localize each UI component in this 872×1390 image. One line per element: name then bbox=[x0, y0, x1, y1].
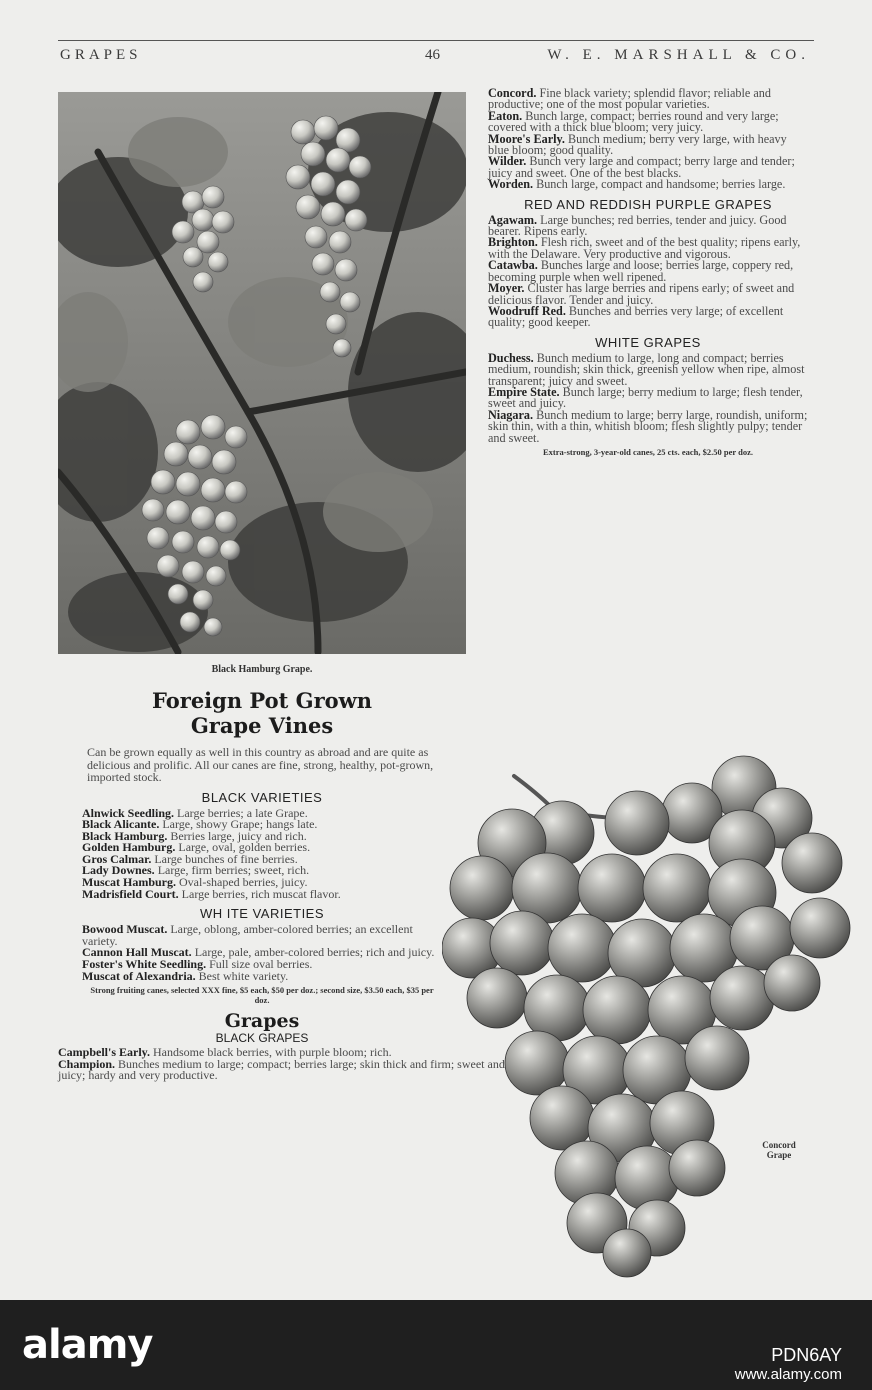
variety-entry bbox=[488, 260, 808, 283]
variety-name: Worden. bbox=[488, 177, 534, 192]
variety-desc: Bunch very large and compact; berry large and tender; juicy and sweet. One of the best blacks. bbox=[488, 154, 795, 180]
variety-name: Black Alicante. bbox=[82, 817, 160, 832]
variety-name: Campbell's Early. bbox=[58, 1045, 151, 1060]
variety-entry bbox=[488, 88, 808, 111]
foreign-price-note: Strong fruiting canes, selected XXX fine, $5 each, $50 per doz.; second size, $3.50 each, $35 per doz. bbox=[90, 985, 434, 1006]
right-column bbox=[488, 88, 808, 459]
variety-desc: Bunch large, compact; berries round and very large; covered with a thick blue bloom; very juicy. bbox=[488, 108, 779, 135]
variety-name: Foster's White Seedling. bbox=[82, 957, 207, 972]
watermark-image-id: PDN6AY bbox=[771, 1345, 842, 1365]
running-head bbox=[0, 0, 872, 80]
variety-name: Agawam. bbox=[488, 212, 538, 227]
variety-name: Black Hamburg. bbox=[82, 828, 168, 843]
left-column bbox=[58, 688, 505, 1083]
variety-entry bbox=[488, 212, 808, 239]
red-grapes-list bbox=[488, 212, 808, 330]
running-head-title: GRAPES bbox=[60, 47, 142, 63]
variety-entry bbox=[488, 108, 808, 135]
variety-name: Empire State. bbox=[488, 384, 560, 399]
grapes-price-note: Extra-strong, 3-year-old canes, 25 cts. each, $2.50 per doz. bbox=[543, 446, 753, 457]
variety-desc: Fine black variety; splendid flavor; reliable and productive; one of the most popular varieties. bbox=[488, 86, 771, 112]
running-head-publisher: W. E. MARSHALL & CO. bbox=[547, 47, 810, 63]
variety-entry bbox=[488, 131, 808, 158]
variety-name: Niagara. bbox=[488, 407, 534, 422]
variety-desc: Flesh rich, sweet and of the best quality; ripens early, with the Delaware. Very productive and vigorous. bbox=[488, 235, 801, 261]
variety-entry bbox=[82, 968, 442, 983]
variety-desc: Large berries, rich muscat flavor. bbox=[178, 886, 341, 901]
variety-name: Concord. bbox=[488, 86, 537, 100]
variety-entry bbox=[488, 303, 808, 330]
black-grapes-heading: BLACK GRAPES bbox=[215, 1031, 309, 1046]
white-varieties-heading: WH ITE VARIETIES bbox=[199, 906, 325, 922]
variety-desc: Bunches and berries very large; of excellent quality; good keeper. bbox=[488, 303, 784, 330]
variety-name: Alnwick Seedling. bbox=[82, 805, 175, 820]
variety-entry bbox=[58, 1056, 508, 1083]
variety-name: Eaton. bbox=[488, 108, 523, 123]
concord-caption: Concord Grape bbox=[762, 1140, 796, 1160]
variety-desc: Bunch medium to large, long and compact; berries medium, roundish; skin thick, greenish yellow when ripe, almost transparent; juicy and sweet. bbox=[488, 350, 805, 388]
photo-caption: Black Hamburg Grape. bbox=[211, 664, 313, 675]
variety-entry bbox=[82, 886, 442, 901]
white-grapes-heading: WHITE GRAPES bbox=[595, 334, 701, 350]
variety-name: Golden Hamburg. bbox=[82, 840, 176, 855]
concord-grape-illustration bbox=[442, 748, 852, 1278]
red-grapes-heading: RED AND REDDISH PURPLE GRAPES bbox=[524, 196, 772, 212]
variety-desc: Large, pale, amber-colored berries; rich and juicy. bbox=[191, 945, 435, 960]
variety-desc: Cluster has large berries and ripens early; of sweet and delicious flavor. Tender and juicy. bbox=[488, 281, 795, 307]
white-grapes-list bbox=[488, 350, 808, 457]
variety-name: Duchess. bbox=[488, 350, 534, 365]
variety-desc: Bunches medium to large; compact; berries large; skin thick and firm; sweet and juicy; hardy and very productive. bbox=[58, 1056, 505, 1083]
watermark-logo: alamy bbox=[22, 1322, 153, 1368]
grapes-heading: Grapes bbox=[224, 1010, 300, 1033]
variety-name: Moore's Early. bbox=[488, 131, 565, 146]
variety-name: Catawba. bbox=[488, 258, 538, 273]
variety-entry bbox=[488, 179, 808, 190]
variety-name: Moyer. bbox=[488, 281, 525, 296]
variety-name: Woodruff Red. bbox=[488, 303, 566, 318]
variety-entry bbox=[488, 283, 808, 306]
variety-entry bbox=[488, 407, 808, 445]
variety-desc: Bunch large, compact and handsome; berries large. bbox=[533, 177, 786, 192]
variety-name: Wilder. bbox=[488, 154, 527, 169]
white-varieties-list bbox=[82, 924, 442, 1005]
black-grapes-list-right bbox=[488, 88, 808, 191]
variety-entry bbox=[488, 350, 808, 388]
variety-name: Madrisfield Court. bbox=[82, 886, 179, 901]
variety-name: Muscat of Alexandria. bbox=[82, 968, 196, 983]
page-number: 46 bbox=[425, 47, 440, 63]
black-grapes-list-left bbox=[58, 1047, 508, 1082]
foreign-heading: Foreign Pot Grown Grape Vines bbox=[151, 688, 373, 738]
watermark-url: www.alamy.com bbox=[734, 1366, 842, 1383]
variety-desc: Bunch large; berry medium to large; flesh tender, sweet and juicy. bbox=[488, 384, 803, 411]
variety-desc: Oval-shaped berries, juicy. bbox=[176, 875, 308, 890]
variety-desc: Large bunches; red berries, tender and juicy. Good bearer. Ripens early. bbox=[488, 212, 787, 239]
variety-desc: Large bunches of fine berries. bbox=[151, 851, 298, 866]
variety-desc: Large, oblong, amber-colored berries; an excellent variety. bbox=[82, 922, 413, 948]
black-varieties-heading: BLACK VARIETIES bbox=[201, 789, 323, 805]
variety-desc: Handsome black berries, with purple bloom; rich. bbox=[150, 1045, 392, 1060]
variety-name: Cannon Hall Muscat. bbox=[82, 945, 192, 960]
variety-name: Muscat Hamburg. bbox=[82, 875, 176, 890]
variety-desc: Best white variety. bbox=[195, 968, 289, 983]
variety-desc: Berries large, juicy and rich. bbox=[167, 828, 307, 843]
header-rule bbox=[58, 40, 814, 41]
variety-name: Brighton. bbox=[488, 235, 538, 250]
black-varieties-list bbox=[82, 805, 442, 901]
variety-name: Lady Downes. bbox=[82, 863, 155, 878]
variety-desc: Large berries; a late Grape. bbox=[174, 805, 308, 820]
variety-desc: Bunch medium; berry very large, with heavy blue bloom; good quality. bbox=[488, 131, 787, 158]
variety-desc: Full size oval berries. bbox=[206, 957, 313, 972]
variety-desc: Large, oval, golden berries. bbox=[175, 840, 311, 855]
variety-desc: Large, showy Grape; hangs late. bbox=[159, 817, 318, 832]
variety-desc: Large, firm berries; sweet, rich. bbox=[154, 863, 310, 878]
variety-entry bbox=[82, 924, 442, 947]
variety-entry bbox=[488, 384, 808, 411]
variety-entry bbox=[488, 156, 808, 179]
variety-name: Gros Calmar. bbox=[82, 851, 152, 866]
variety-name: Bowood Muscat. bbox=[82, 922, 168, 937]
variety-name: Champion. bbox=[58, 1056, 116, 1071]
variety-entry bbox=[488, 237, 808, 260]
variety-desc: Bunches large and loose; berries large, coppery red, becoming purple when well ripened. bbox=[488, 258, 794, 284]
variety-desc: Bunch medium to large; berry large, roundish, uniform; skin thin, with a thin, whitish bloom; flesh slightly pulpy; tender and sweet. bbox=[488, 407, 808, 445]
foreign-intro: Can be grown equally as well in this country as abroad and are quite as delicious and prolific. All our canes are fine, strong, healthy, pot-grown, imported stock. bbox=[87, 745, 434, 784]
black-hamburg-photo bbox=[58, 92, 466, 654]
